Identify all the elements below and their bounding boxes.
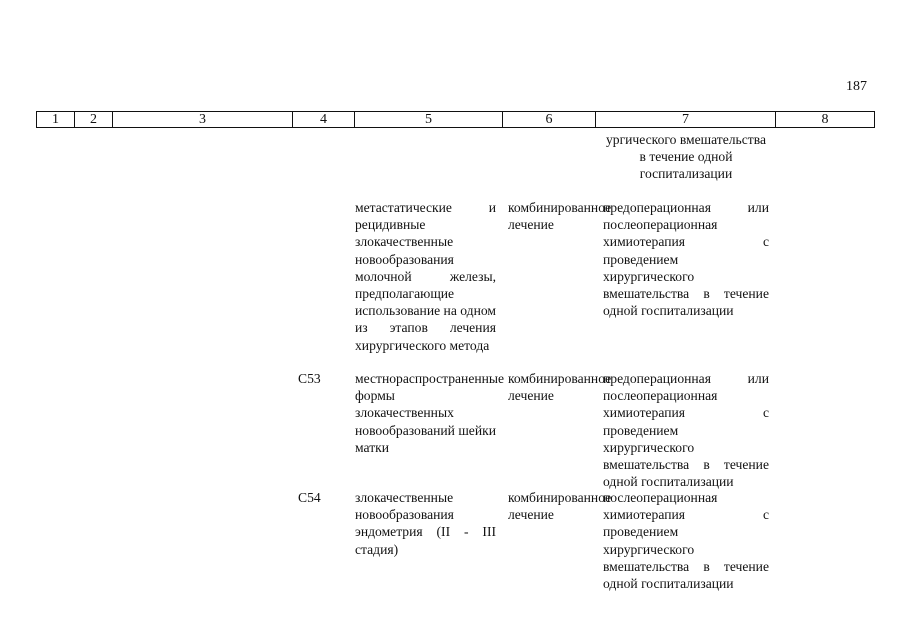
column-header-5: 5 <box>355 112 503 128</box>
column-header-7: 7 <box>596 112 776 128</box>
row-treatment-type: комбинированное лечение <box>508 371 612 404</box>
column-header-6: 6 <box>503 112 596 128</box>
row-treatment-type: комбинированное лечение <box>508 200 612 233</box>
row-code: C54 <box>298 490 321 505</box>
row-method: послеоперационная химиотерапия с проведением хирургического вмешательства в течение одной госпитализации <box>603 490 769 592</box>
column-number-header <box>36 111 875 128</box>
row-code: C53 <box>298 371 321 386</box>
column-header-4: 4 <box>293 112 355 128</box>
row-treatment-type: комбинированное лечение <box>508 490 612 523</box>
column-header-2: 2 <box>75 112 113 128</box>
row-diagnosis: местнораспространенные формы злокачественных новообразований шейки матки <box>355 371 505 455</box>
continued-method-text: ургического вмешательства в течение одной госпитализации <box>605 132 766 182</box>
row-method: предоперационная или послеоперационная химиотерапия с проведением хирургического вмешательства в течение одной госпитализации <box>603 371 769 490</box>
column-header-3: 3 <box>113 112 293 128</box>
page-number: 187 <box>846 79 867 94</box>
row-diagnosis: метастатические и рецидивные злокачественные новообразования молочной железы, предполагающие использование на одном из этапов лечения хирургического метода <box>355 200 496 353</box>
column-header-8: 8 <box>776 112 875 128</box>
row-diagnosis: злокачественные новообразования эндометрия (II - III стадия) <box>355 490 496 557</box>
column-header-1: 1 <box>37 112 75 128</box>
row-method: предоперационная или послеоперационная химиотерапия с проведением хирургического вмешательства в течение одной госпитализации <box>603 200 769 319</box>
